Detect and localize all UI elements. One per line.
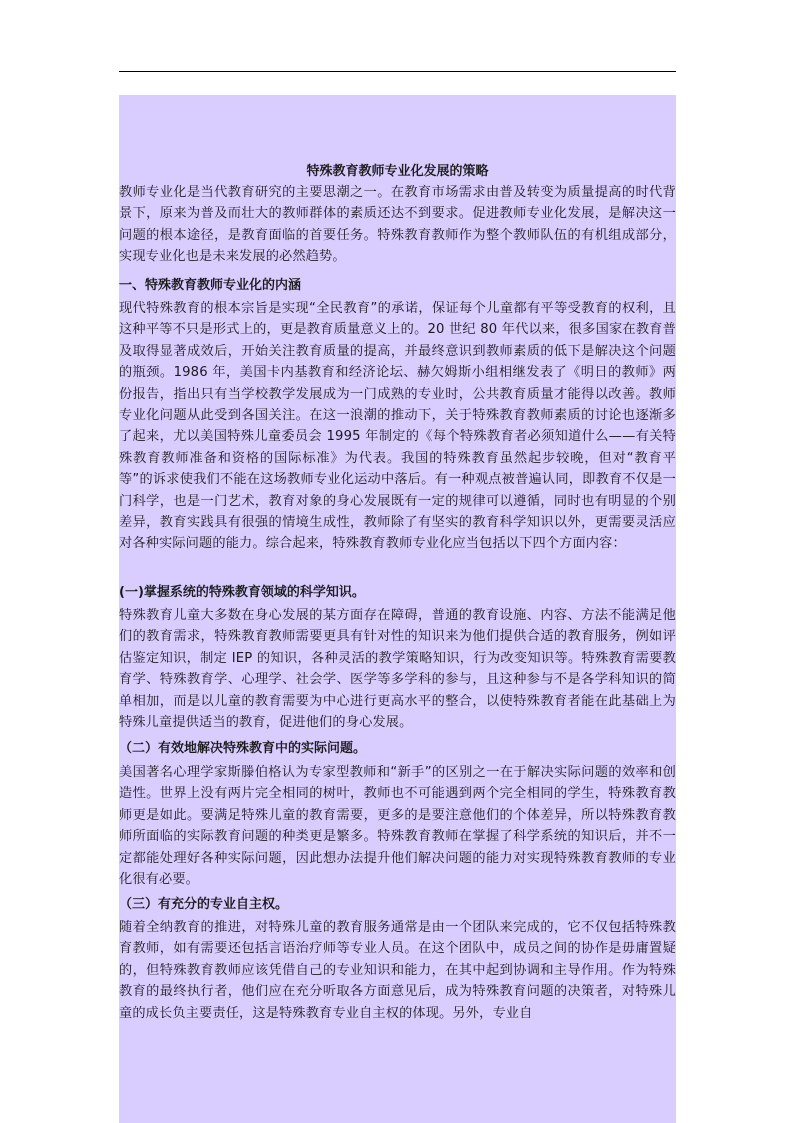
subsection-2-paragraph: 美国著名心理学家斯滕伯格认为专家型教师和“新手”的区别之一在于解决实际问题的效率和创造性。世界上没有两片完全相同的树叶，教师也不可能遇到两个完全相同的学生，特殊教育教师更是如此。要满足特殊儿童的教育需要，更多的是要注意他们的个体差异，所以特殊教育教师所面临的实际教育问题的种类更是繁多。特殊教育教师在掌握了科学系统的知识后，并不一定都能处理好各种实际问题，因此想办法提升他们解决问题的能力对实现特殊教育教师的专业化很有必要。 xyxy=(119,765,676,888)
section-1-paragraph: 现代特殊教育的根本宗旨是实现“全民教育”的承诺，保证每个儿童都有平等受教育的权利，且这种平等不只是形式上的，更是教育质量意义上的。20 世纪 80 年代以来，很多国家在教育普及取得显著成效后，开始关注教育质量的提高，并最终意识到教师素质的低下是解决这个问题的瓶颈。1986 年，美国卡内基教育和经济论坛、赫欠姆斯小组相继发表了《明日的教师》两份报告，指出只有当学校教学发展成为一门成熟的专业时，公共教育质量才能得以改善。教师专业化问题从此受到各国关注。在这一浪潮的推动下，关于特殊教育教师素质的讨论也逐渐多了起来，尤以美国特殊儿童委员会 1995 年制定的《每个特殊教育者必须知道什么——有关特殊教育教师准备和资格的国际标准》为代表。我国的特殊教育虽然起步较晚，但对“教育平等”的诉求使我们不能在这场教师专业化运动中落后。有一种观点被普遍认同，即教育不仅是一门科学，也是一门艺术，教育对象的身心发展既有一定的规律可以遵循，同时也有明显的个别差异，教育实践具有很强的情境生成性，教师除了有坚实的教育科学知识以外，更需要灵活应对各种实际问题的能力。综合起来，特殊教育教师专业化应当包括以下四个方面内容： xyxy=(119,301,676,552)
document-title: 特殊教育教师专业化发展的策略 xyxy=(306,164,489,179)
subsection-2-heading: （二）有效地解决特殊教育中的实际问题。 xyxy=(119,741,367,756)
section-1-heading: 一、特殊教育教师专业化的内涵 xyxy=(119,278,302,293)
subsection-1-heading: (一)掌握系统的特殊教育领域的科学知识。 xyxy=(119,585,365,600)
subsection-1-paragraph: 特殊教育儿童大多数在身心发展的某方面存在障碍，普通的教育设施、内容、方法不能满足他们的教育需求，特殊教育教师需要更具有针对性的知识来为他们提供合适的教育服务，例如评估鉴定知识，制定 IEP 的知识，各种灵活的教学策略知识，行为改变知识等。特殊教育需要教育学、特殊教育学、心理学、社会学、医学等多学科的参与，且这种参与不是各学科知识的简单相加，而是以儿童的教育需要为中心进行更高水平的整合，以使特殊教育者能在此基础上为特殊儿童提供适当的教育，促进他们的身心发展。 xyxy=(119,608,676,731)
subsection-3-heading: （三）有充分的专业自主权。 xyxy=(119,897,289,912)
subsection-3-paragraph: 随着全纳教育的推进，对特殊儿童的教育服务通常是由一个团队来完成的，它不仅包括特殊教育教师，如有需要还包括言语治疗师等专业人员。在这个团队中，成员之间的协作是毋庸置疑的，但特殊教育教师应该凭借自己的专业知识和能力，在其中起到协调和主导作用。作为特殊教育的最终执行者，他们应在充分听取各方面意见后，成为特殊教育问题的决策者，对特殊儿童的成长负主要责任，这是特殊教育专业自主权的体现。另外，专业自 xyxy=(119,920,676,1021)
header-rule xyxy=(119,71,676,72)
intro-paragraph: 教师专业化是当代教育研究的主要思潮之一。在教育市场需求由普及转变为质量提高的时代背景下，原来为普及而壮大的教师群体的素质还达不到要求。促进教师专业化发展，是解决这一问题的根本途径，是教育面临的首要任务。特殊教育教师作为整个教师队伍的有机组成部分，实现专业化也是未来发展的必然趋势。 xyxy=(119,185,676,265)
content-panel xyxy=(119,95,676,1123)
